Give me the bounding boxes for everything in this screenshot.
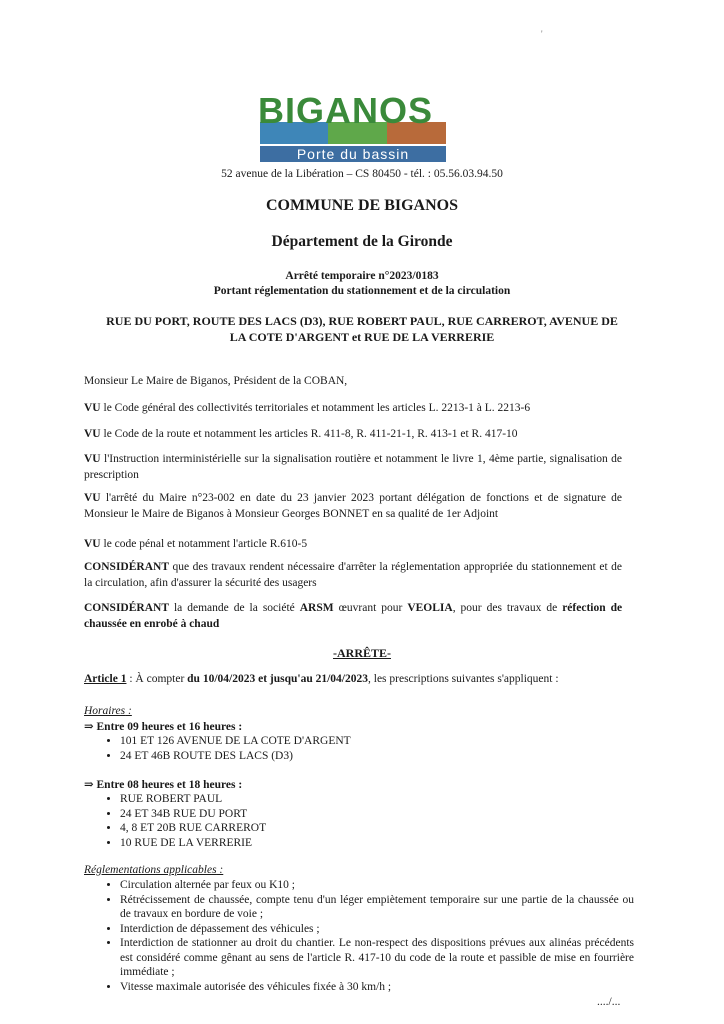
- list-item: • Rétrécissement de chaussée, compte tenu d'un léger empiètement temporaire sur une partie de la chaussée ou de travaux en bordure de voie ;: [120, 893, 634, 922]
- list-item: • 101 ET 126 AVENUE DE LA COTE D'ARGENT: [120, 734, 351, 749]
- list-item: • 10 RUE DE LA VERRERIE: [120, 836, 266, 851]
- arrete-object: Portant réglementation du stationnement et de la circulation: [213, 285, 511, 297]
- department-title: Département de la Gironde: [271, 233, 453, 250]
- vu-paragraph-5: VU le code pénal et notamment l'article R.610-5: [84, 538, 308, 550]
- reglementations-list: [108, 878, 634, 994]
- list-item: • Vitesse maximale autorisée des véhicules fixée à 30 km/h ;: [120, 980, 634, 995]
- reglementations-title: Réglementations applicables :: [84, 864, 224, 876]
- list-item: • Circulation alternée par feux ou K10 ;: [120, 878, 634, 893]
- logo-subtitle: Porte du bassin: [260, 146, 446, 162]
- vu-paragraph-2: VU le Code de la route et notamment les articles R. 411-8, R. 411-21-1, R. 413-1 et R. 417-10: [84, 428, 518, 440]
- biganos-logo: [258, 92, 448, 168]
- mayor-line: Monsieur Le Maire de Biganos, Président de la COBAN,: [84, 375, 348, 387]
- streets-line-2: LA COTE D'ARGENT et RUE DE LA VERRERIE: [229, 330, 495, 344]
- article-1: Article 1 : À compter du 10/04/2023 et jusqu'au 21/04/2023, les prescriptions suivantes s'appliquent :: [84, 673, 559, 685]
- logo-title: BIGANOS: [258, 90, 434, 131]
- considerant-paragraph-2: CONSIDÉRANT la demande de la société ARSM œuvrant pour VEOLIA, pour des travaux de réfection de chaussée en enrobé à chaud: [84, 602, 623, 630]
- address-line: 52 avenue de la Libération – CS 80450 - tél. : 05.56.03.94.50: [221, 168, 503, 180]
- horaires-group-1-list: [108, 734, 351, 763]
- vu-paragraph-3: VU l'Instruction interministérielle sur la signalisation routière et notamment le livre 1, 4ème partie, signalisation de prescription: [84, 453, 622, 481]
- vu-paragraph-4: VU l'arrêté du Maire n°23-002 en date du 23 janvier 2023 portant délégation de fonctions et de signature de Monsieur le Maire de Biganos à Monsieur Georges BONNET en sa qualité de 1er Adjoint: [84, 492, 623, 520]
- considerant-paragraph-1: CONSIDÉRANT que des travaux rendent nécessaire d'arrêter la réglementation appropriée du stationnement et de la circulation, afin d'assurer la sécurité des usagers: [84, 561, 622, 589]
- list-item: • Interdiction de stationner au droit du chantier. Le non-respect des dispositions prévues aux alinéas précédents est considéré comme gênant au sens de l'article R. 417-10 du code de la route et passible de mise en fourrière immédiate ;: [120, 936, 634, 980]
- vu-paragraph-1: VU le Code général des collectivités territoriales et notamment les articles L. 2213-1 à L. 2213-6: [84, 402, 531, 414]
- list-item: • 4, 8 ET 20B RUE CARREROT: [120, 821, 266, 836]
- arrete-title: -ARRÊTE-: [332, 646, 391, 660]
- list-item: • 24 ET 34B RUE DU PORT: [120, 807, 266, 822]
- horaires-group-1-label: ⇒ Entre 09 heures et 16 heures :: [84, 721, 243, 733]
- horaires-title: Horaires :: [84, 705, 132, 717]
- list-item: • RUE ROBERT PAUL: [120, 792, 266, 807]
- horaires-group-2-label: ⇒ Entre 08 heures et 18 heures :: [84, 779, 243, 791]
- streets-line-1: RUE DU PORT, ROUTE DES LACS (D3), RUE ROBERT PAUL, RUE CARREROT, AVENUE DE: [106, 314, 618, 328]
- scan-mark: ': [541, 29, 543, 39]
- continued-marker: ..../...: [597, 996, 621, 1008]
- arrete-number: Arrêté temporaire n°2023/0183: [285, 270, 439, 282]
- commune-title: COMMUNE DE BIGANOS: [265, 197, 458, 214]
- horaires-group-2-list: [108, 792, 266, 850]
- list-item: • Interdiction de dépassement des véhicules ;: [120, 922, 634, 937]
- list-item: • 24 ET 46B ROUTE DES LACS (D3): [120, 749, 351, 764]
- streets-heading: [92, 313, 632, 345]
